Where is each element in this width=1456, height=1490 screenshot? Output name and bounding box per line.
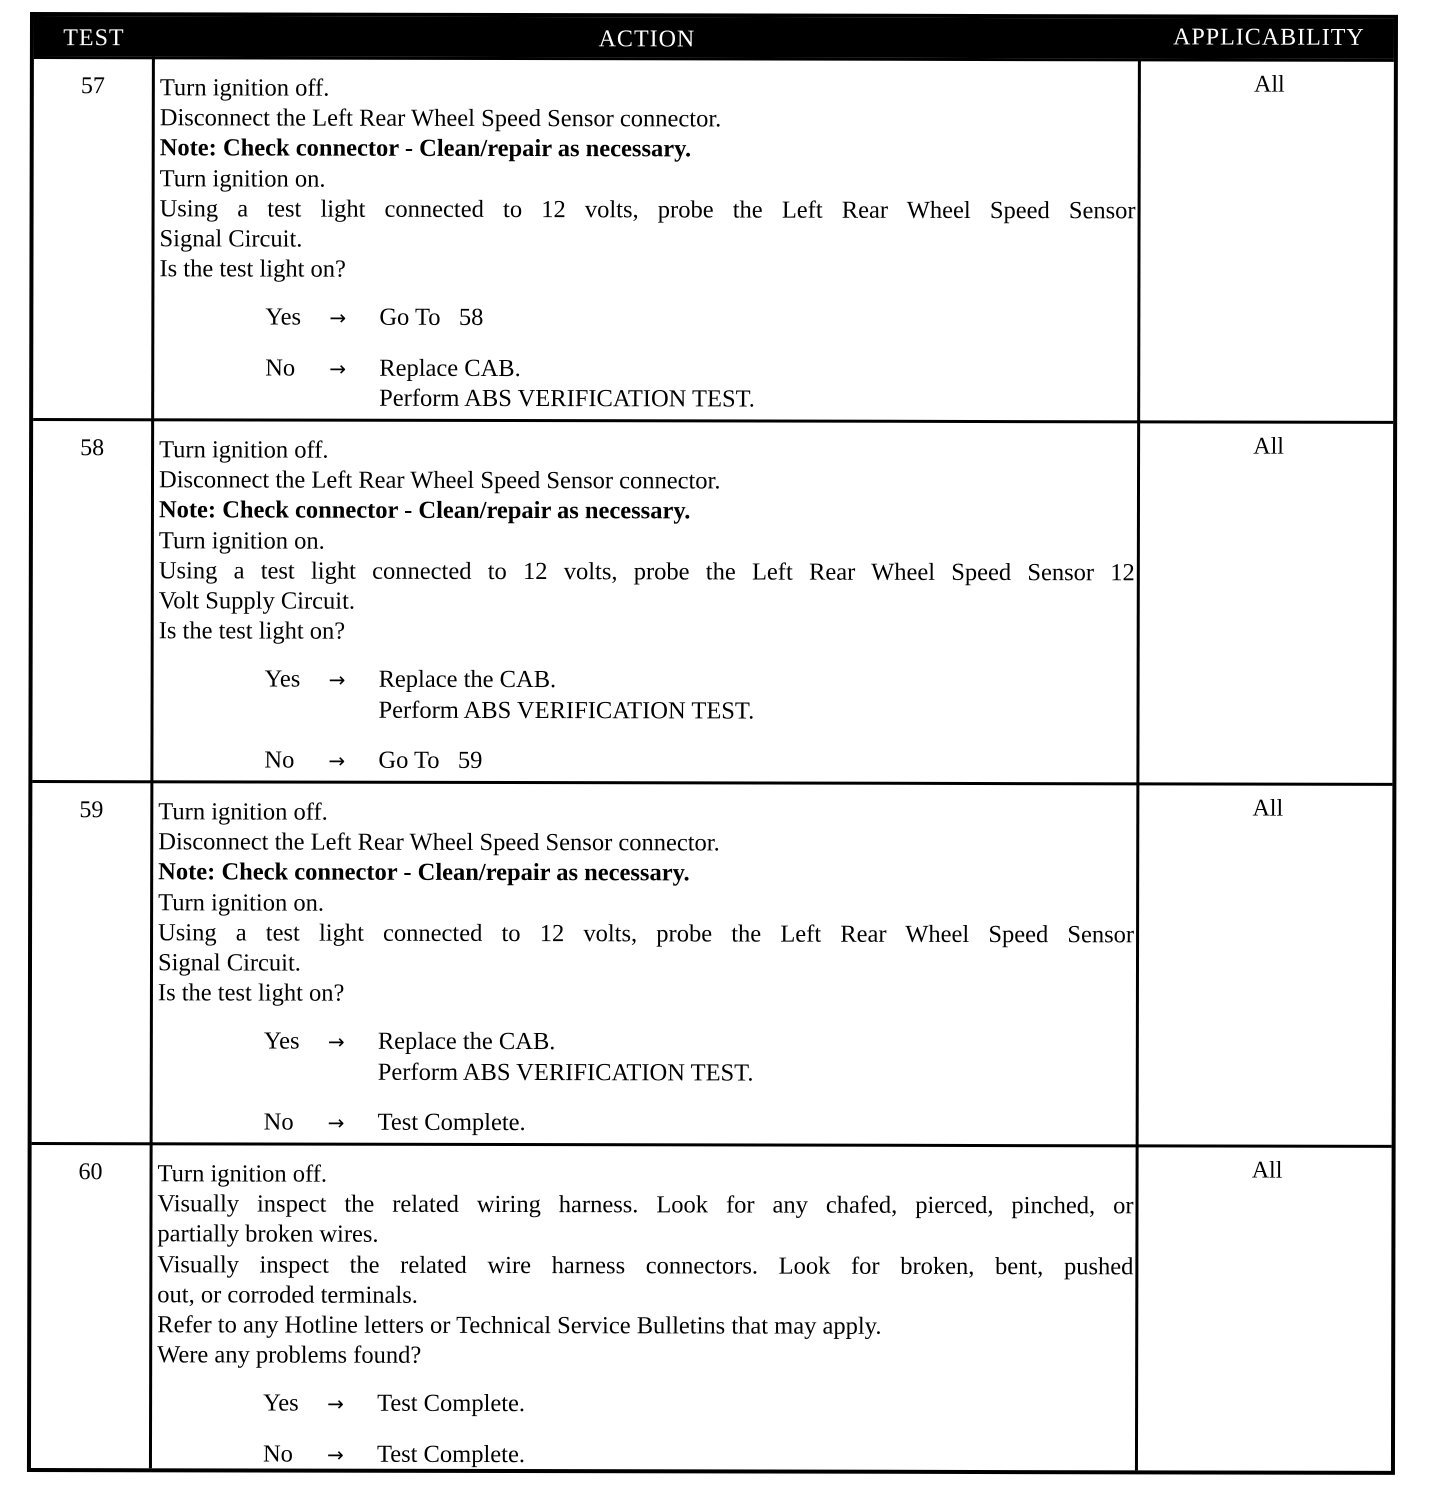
table-row	[32, 418, 1393, 783]
arrow-icon: →	[328, 668, 346, 693]
no-branch	[264, 745, 1134, 777]
action-line: Using a test light connected to 12 volts, probe the Left Rear Wheel Speed Sensor 12	[158, 557, 1135, 587]
yes-label: Yes	[265, 303, 302, 331]
test-number: 60	[78, 1159, 103, 1186]
arrow-icon: →	[329, 306, 347, 331]
arrow-icon: →	[327, 1030, 345, 1055]
action-line: Refer to any Hotline letters or Technical Service Bulletins that may apply.	[157, 1311, 882, 1340]
action-note: Note: Check connector - Clean/repair as necessary.	[158, 496, 691, 525]
test-number: 57	[80, 73, 105, 100]
table-row	[33, 56, 1394, 421]
applicability-value: All	[1251, 1157, 1283, 1184]
action-line: Using a test light connected to 12 volts, probe the Left Rear Wheel Speed Sensor	[158, 919, 1135, 949]
result-line: Test Complete.	[377, 1108, 526, 1136]
answer-branches	[157, 1389, 1133, 1471]
arrow-icon: →	[329, 356, 347, 381]
no-label: No	[265, 354, 296, 382]
yes-branch	[264, 1027, 1134, 1089]
header-applicability: APPLICABILITY	[1173, 24, 1365, 51]
no-label: No	[264, 746, 295, 774]
header-test: TEST	[63, 25, 125, 52]
action-line: Volt Supply Circuit.	[158, 587, 356, 615]
yes-label: Yes	[263, 1027, 300, 1055]
test-number: 59	[79, 797, 104, 824]
table-header	[34, 16, 1394, 59]
yes-branch	[263, 1389, 1133, 1421]
action-line: Using a test light connected to 12 volts, probe the Left Rear Wheel Speed Sensor	[159, 195, 1136, 225]
result-line: Test Complete.	[377, 1390, 526, 1418]
action-line: Turn ignition off.	[157, 1160, 328, 1188]
action-line: Turn ignition off.	[158, 798, 328, 826]
arrow-icon: →	[327, 1392, 344, 1417]
action-question: Is the test light on?	[159, 255, 346, 283]
action-line: out, or corroded terminals.	[157, 1281, 418, 1309]
action-line: Disconnect the Left Rear Wheel Speed Sensor connector.	[158, 466, 721, 495]
table-row	[31, 1142, 1392, 1471]
yes-branch	[265, 665, 1135, 727]
applicability-value: All	[1253, 71, 1285, 98]
diagnostic-test-table	[27, 12, 1398, 1475]
action-line: Disconnect the Left Rear Wheel Speed Sensor connector.	[159, 104, 722, 133]
table-row	[32, 780, 1393, 1145]
no-branch	[264, 1107, 1134, 1139]
result-line: Perform ABS VERIFICATION TEST.	[378, 696, 755, 725]
no-label: No	[263, 1108, 294, 1136]
yes-result	[378, 1027, 754, 1088]
result-line: Perform ABS VERIFICATION TEST.	[377, 1058, 754, 1087]
result-line: Go To 59	[378, 746, 483, 774]
yes-branch	[265, 303, 1135, 335]
action-cell	[159, 73, 1136, 415]
applicability-value: All	[1253, 433, 1284, 460]
no-result	[377, 1439, 525, 1470]
result-line: Replace the CAB.	[378, 666, 557, 694]
result-line: Replace the CAB.	[377, 1028, 556, 1056]
action-line: Signal Circuit.	[159, 225, 303, 253]
action-line: Visually inspect the related wiring harness. Look for any chafed, pierced, pinched, or	[157, 1190, 1134, 1220]
action-line: Visually inspect the related wire harness connectors. Look for broken, bent, pushed	[157, 1250, 1134, 1280]
action-line: Turn ignition off.	[159, 74, 330, 102]
no-result	[379, 353, 755, 414]
action-note: Note: Check connector - Clean/repair as necessary.	[158, 858, 690, 887]
action-line: partially broken wires.	[157, 1220, 379, 1249]
answer-branches	[158, 665, 1134, 778]
action-cell	[158, 435, 1135, 777]
action-question: Were any problems found?	[157, 1341, 422, 1370]
arrow-icon: →	[328, 748, 346, 773]
yes-result	[377, 1389, 525, 1420]
action-line: Signal Circuit.	[157, 949, 301, 977]
answer-branches	[159, 303, 1135, 416]
action-question: Is the test light on?	[157, 979, 345, 1007]
action-line: Disconnect the Left Rear Wheel Speed Sensor connector.	[158, 828, 720, 857]
action-line: Turn ignition off.	[159, 436, 329, 464]
no-branch	[263, 1439, 1133, 1471]
yes-label: Yes	[263, 1389, 299, 1417]
action-note: Note: Check connector - Clean/repair as necessary.	[159, 134, 692, 163]
yes-result	[379, 665, 755, 726]
answer-branches	[158, 1027, 1134, 1140]
no-result	[378, 746, 482, 776]
header-action: ACTION	[598, 26, 696, 53]
applicability-value: All	[1252, 795, 1284, 822]
yes-result	[379, 303, 483, 333]
action-cell	[158, 797, 1135, 1139]
result-line: Perform ABS VERIFICATION TEST.	[379, 384, 755, 413]
no-branch	[265, 353, 1135, 415]
action-line: Turn ignition on.	[158, 526, 325, 555]
arrow-icon: →	[327, 1110, 345, 1135]
result-line: Go To 58	[379, 304, 484, 332]
test-number: 58	[80, 435, 105, 462]
action-line: Turn ignition on.	[158, 888, 325, 917]
action-cell	[157, 1159, 1134, 1471]
no-label: No	[262, 1440, 293, 1468]
result-line: Replace CAB.	[379, 354, 521, 382]
no-result	[378, 1108, 526, 1139]
yes-label: Yes	[264, 665, 301, 693]
action-line: Turn ignition on.	[159, 164, 326, 193]
arrow-icon: →	[326, 1442, 344, 1467]
result-line: Test Complete.	[376, 1440, 525, 1468]
action-question: Is the test light on?	[158, 617, 346, 645]
